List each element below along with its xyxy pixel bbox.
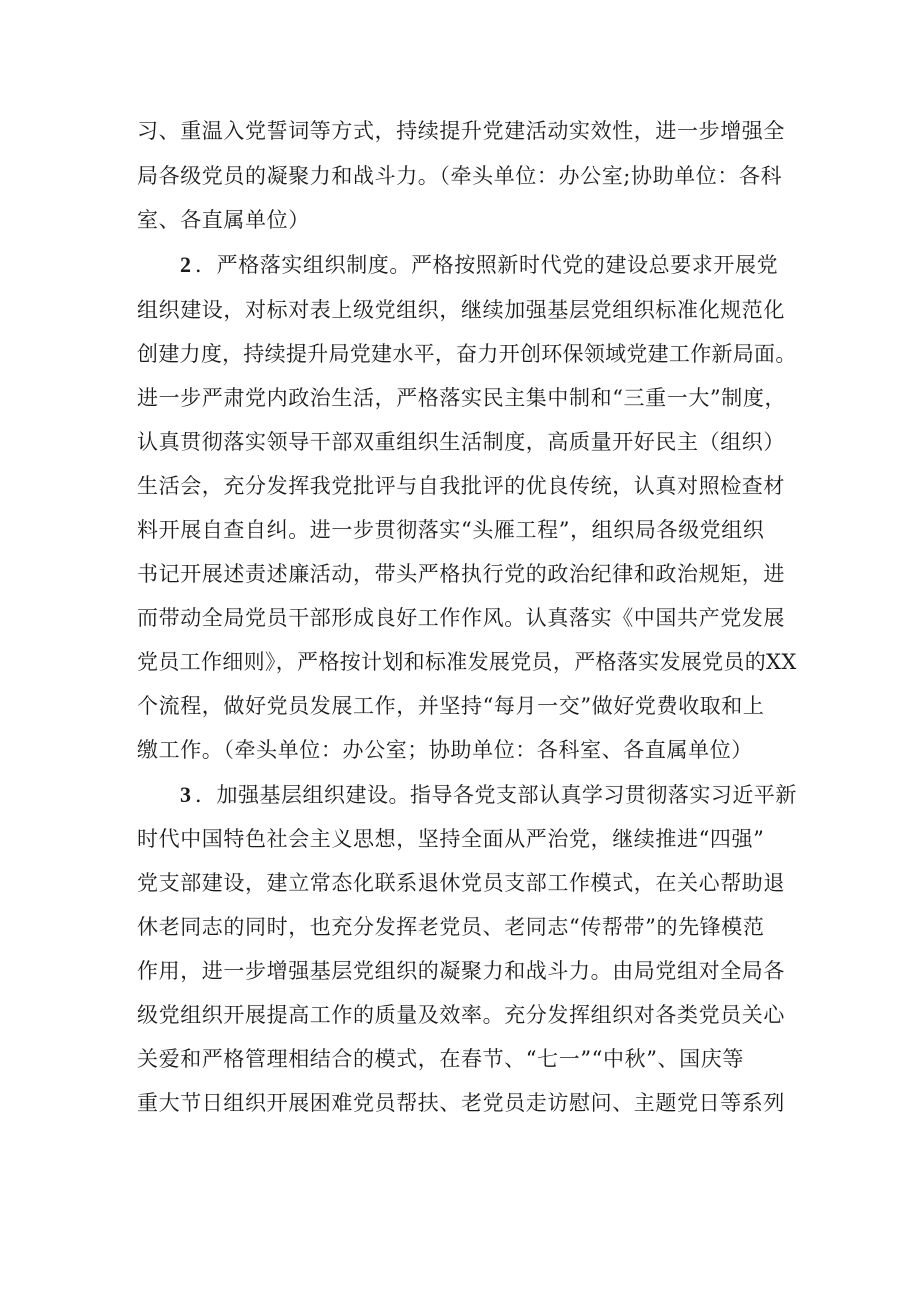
text-line: 而带动全局党员干部形成良好工作作风。认真落实《中国共产党发展 [137,606,785,630]
text-line: 时代中国特色社会主义思想，坚持全面从严治党，继续推进“四强” [137,827,765,851]
paragraph-3-heading-line [180,775,797,815]
text-line: 级党组织开展提高工作的质量及效率。充分发挥组织对各类党员关心 [137,1003,785,1027]
text-line: 休老同志的同时，也充分发挥老党员、老同志“传帮带”的先锋模范 [137,915,765,939]
text-line: 组织建设，对标对表上级党组织，继续加强基层党组织标准化规范化 [137,298,785,322]
text-line: 作用，进一步增强基层党组织的凝聚力和战斗力。由局党组对全局各 [137,959,785,983]
text-line: ．严格落实组织制度。严格按照新时代党的建设总要求开展党 [195,253,779,277]
text-line: 重大节日组织开展困难党员帮扶、老党员走访慰问、主题党日等系列 [137,1091,785,1115]
item-number: 3 [180,782,191,807]
paragraph-2-heading-line [180,245,797,285]
text-line: 创建力度，持续提升局党建水平，奋力开创环保领域党建工作新局面。 [137,342,797,366]
text-line: 党支部建设，建立常态化联系退休党员支部工作模式，在关心帮助退 [137,871,785,895]
text-line: 党员工作细则》，严格按计划和标准发展党员，严格落实发展党员的XX [137,650,797,674]
text-line: ．加强基层组织建设。指导各党支部认真学习贯彻落实习近平新 [195,783,797,807]
text-line: 进一步严肃党内政治生活，严格落实民主集中制和“三重一大”制度， [137,386,787,410]
text-line: 缴工作。（牵头单位：办公室；协助单位：各科室、各直属单位） [137,738,753,762]
text-line: 局各级党员的凝聚力和战斗力。（牵头单位：办公室;协助单位：各科 [137,164,783,188]
text-line: 书记开展述责述廉活动，带头严格执行党的政治纪律和政治规矩，进 [137,562,785,586]
item-number: 2 [180,252,191,277]
text-line: 习、重温入党誓词等方式，持续提升党建活动实效性，进一步增强全 [137,119,785,143]
text-line: 个流程，做好党员发展工作，并坚持“每月一交”做好党费收取和上 [137,694,765,718]
text-line: 生活会，充分发挥我党批评与自我批评的优良传统，认真对照检查材 [137,474,785,498]
text-line: 料开展自查自纠。进一步贯彻落实“头雁工程”，组织局各级党组织 [137,518,765,542]
text-line: 认真贯彻落实领导干部双重组织生活制度，高质量开好民主（组织） [137,430,785,454]
text-line: 关爱和严格管理相结合的模式，在春节、“七一”“中秋”、国庆等 [137,1047,744,1071]
text-line: 室、各直属单位） [137,208,310,232]
